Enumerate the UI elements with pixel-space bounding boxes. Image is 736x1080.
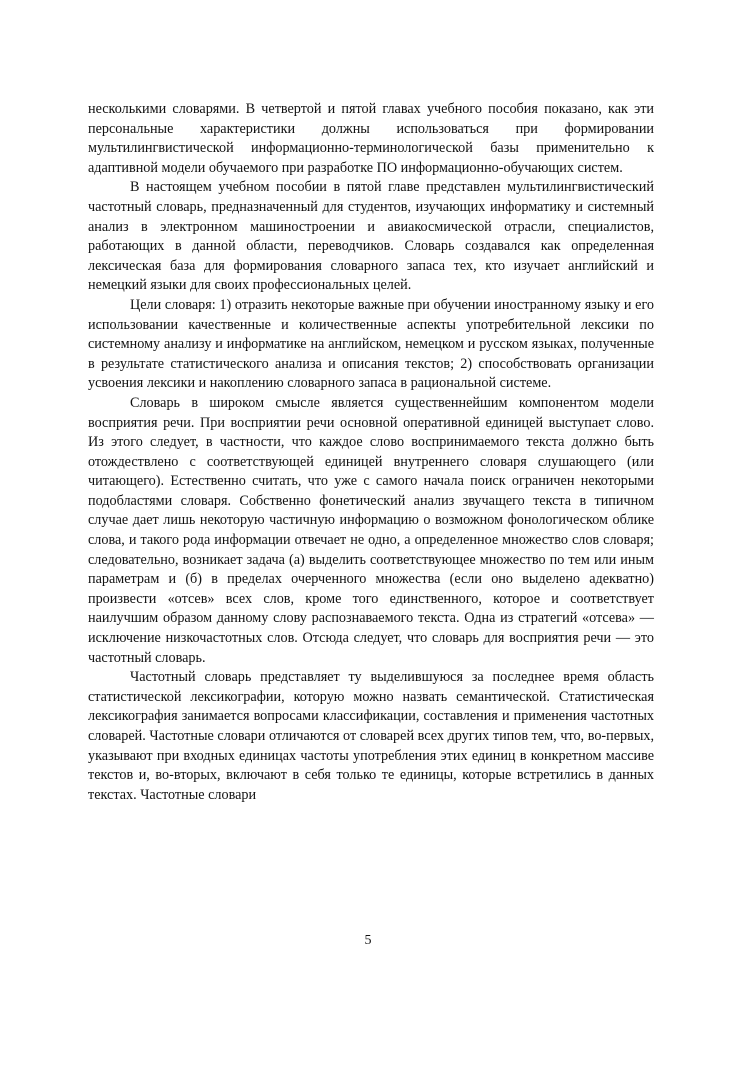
paragraph-2: В настоящем учебном пособии в пятой главе представлен мультилингвистический частотный словарь, предназначенный для студентов, изучающих информатику и системный анализ в электронном машиностроении и авиакосмической отрасли, специалистов, работающих в данной области, переводчиков. Словарь создавался как определенная лексическая база для формирования словарного запаса тех, кто изучает английский и немецкий языки для своих профессиональных целей. [88, 179, 654, 294]
paragraph-4: Словарь в широком смысле является существеннейшим компонентом модели восприятия речи. При восприятии речи основной оперативной единицей выступает слово. Из этого следует, в частности, что каждое слово воспринимаемого текста должно быть отождествлено с соответствующей единицей внутреннего словаря слушающего (или читающего). Естественно считать, что уже с самого начала поиск ограничен некоторыми подобластями словаря. Собственно фонетический анализ звучащего текста в типичном случае дает лишь некоторую частичную информацию о возможном фонологическом облике слова, и такого рода информации отвечает не одно, а определенное множество слов словаря; следовательно, возникает задача (а) выделить соответствующее множество по тем или иным параметрам и (б) в пределах очерченного множества (если оно выделено адекватно) произвести «отсев» всех слов, кроме того единственного, которое и соответствует наилучшим образом данному слову распознаваемого текста. Одна из стратегий «отсева» — исключение низкочастотных слов. Отсюда следует, что словарь для восприятия речи — это частотный словарь. [88, 394, 654, 666]
paragraph-1: несколькими словарями. В четвертой и пятой главах учебного пособия показано, как эти персональные характеристики должны использоваться при формировании мультилингвистической информационно-терминологической базы применительно к адаптивной модели обучаемого при разработке ПО информационно-обучающих систем. [88, 101, 654, 176]
page-body [88, 100, 654, 805]
paragraph-5: Частотный словарь представляет ту выделившуюся за последнее время область статистической лексикографии, которую можно назвать семантической. Статистическая лексикография занимается вопросами классификации, составления и применения частотных словарей. Частотные словари отличаются от словарей всех других типов тем, что, во-первых, указывают при входных единицах частоты употребления этих единиц в конкретном массиве текстов и, во-вторых, включают в себя только те единицы, которые встретились в данных текстах. Частотные словари [88, 669, 654, 803]
paragraph-3: Цели словаря: 1) отразить некоторые важные при обучении иностранному языку и его использовании качественные и количественные аспекты употребительной лексики по системному анализу и информатике на английском, немецком и русском языках, полученные в результате статистического анализа и описания текстов; 2) способствовать организации усвоения лексики и накоплению словарного запаса в рациональной системе. [88, 296, 654, 392]
page-number: 5 [364, 933, 372, 948]
